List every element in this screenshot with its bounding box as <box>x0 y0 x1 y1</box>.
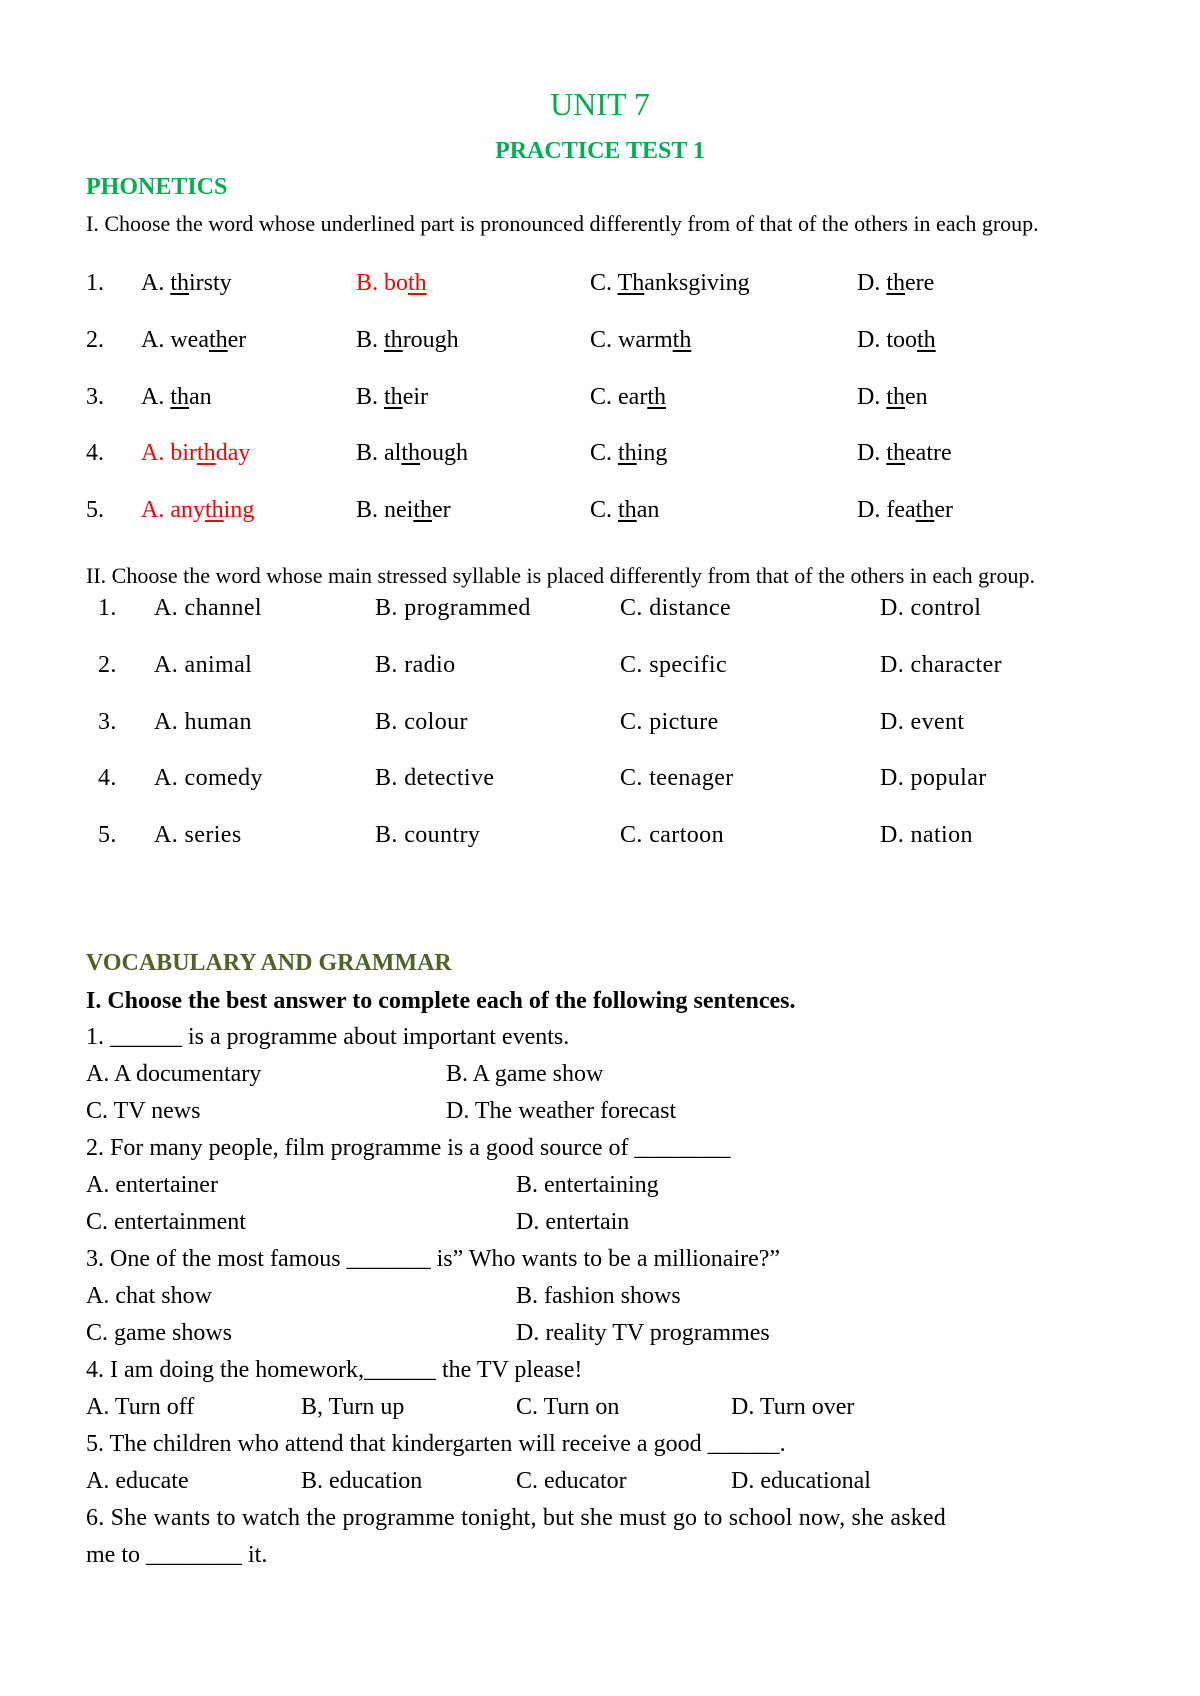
word-part: irsty <box>189 270 232 296</box>
word-part: wea <box>170 327 209 353</box>
answer-option-c: C. picture <box>620 709 719 735</box>
option-letter: D. <box>857 327 887 353</box>
question-number: 4. <box>86 440 104 466</box>
underlined-sound: th <box>384 384 403 410</box>
word-part: ere <box>905 270 935 296</box>
answer-option-d: D. nation <box>880 822 973 848</box>
vocab-q5-option-b: B. education <box>301 1468 423 1494</box>
answer-option-b: B. country <box>375 822 481 848</box>
answer-option-c <box>590 327 691 354</box>
underlined-sound: th <box>672 327 692 353</box>
phonetics-part1-instruction: I. Choose the word whose underlined part is pronounced differently from of that of the others in each group. <box>86 211 1039 236</box>
vocab-q4-option-c: C. Turn on <box>516 1394 620 1420</box>
underlined-sound: th <box>408 270 427 296</box>
phonetics-part2-instruction: II. Choose the word whose main stressed syllable is placed differently from that of the others in each group. <box>86 563 1036 588</box>
underlined-sound: th <box>917 327 936 353</box>
word-part: ough <box>420 440 469 466</box>
option-letter: D. <box>857 270 887 296</box>
underlined-sound: th <box>413 497 433 523</box>
word-part: bo <box>384 270 409 296</box>
option-letter: C. <box>590 384 619 410</box>
word-part: warm <box>618 327 673 353</box>
word-part: al <box>384 440 402 466</box>
answer-option-a: A. channel <box>154 595 262 621</box>
option-letter: C. <box>590 327 619 353</box>
vocab-q4-text: 4. I am doing the homework,______ the TV please! <box>86 1357 583 1383</box>
word-part: day <box>215 440 251 466</box>
option-letter: A. <box>141 327 171 353</box>
option-letter: A. <box>141 497 171 523</box>
phonetics-part2-question <box>0 652 1200 684</box>
answer-option-d <box>857 327 936 354</box>
phonetics-part1-question <box>0 327 1200 359</box>
vocab-q6-line1: 6. She wants to watch the programme tonight, but she must go to school now, she asked <box>86 1505 946 1531</box>
vocab-q2-option-c: C. entertainment <box>86 1209 246 1235</box>
vocab-q5-option-d: D. educational <box>731 1468 871 1494</box>
question-number: 5. <box>98 822 117 848</box>
word-part: er <box>934 497 953 523</box>
underlined-sound: Th <box>617 270 645 296</box>
answer-option-b <box>356 497 451 524</box>
answer-option-c <box>590 440 667 467</box>
option-letter: A. <box>141 440 171 466</box>
answer-option-d <box>857 384 928 411</box>
answer-option-b: B. programmed <box>375 595 531 621</box>
test-title: PRACTICE TEST 1 <box>495 138 705 164</box>
underlined-sound: th <box>886 384 906 410</box>
phonetics-part1-question <box>0 270 1200 302</box>
word-part: rough <box>402 327 459 353</box>
answer-option-b: B. detective <box>375 765 495 791</box>
option-letter: D. <box>857 384 887 410</box>
word-part: an <box>189 384 212 410</box>
answer-option-a: A. human <box>154 709 252 735</box>
underlined-sound: th <box>197 440 216 466</box>
word-part: an <box>636 497 660 523</box>
phonetics-heading: PHONETICS <box>86 174 228 200</box>
answer-option-b <box>356 327 459 354</box>
question-number: 1. <box>86 270 104 296</box>
phonetics-part2-question <box>0 765 1200 797</box>
option-letter: B. <box>356 384 385 410</box>
vocab-q3-option-a: A. chat show <box>86 1283 212 1309</box>
underlined-sound: th <box>384 327 403 353</box>
option-letter: C. <box>590 270 618 296</box>
word-part: fea <box>886 497 916 523</box>
phonetics-part1-question <box>0 384 1200 416</box>
word-part: bir <box>170 440 198 466</box>
option-letter: B. <box>356 270 385 296</box>
answer-option-d <box>857 440 952 467</box>
vocab-q1-option-d: D. The weather forecast <box>446 1098 677 1124</box>
underlined-sound: th <box>170 270 190 296</box>
answer-option-d: D. character <box>880 652 1003 678</box>
answer-option-a <box>141 440 250 467</box>
answer-option-c: C. teenager <box>620 765 734 791</box>
answer-option-b <box>356 384 428 411</box>
answer-option-c: C. specific <box>620 652 728 678</box>
vocab-q5-option-c: C. educator <box>516 1468 627 1494</box>
vocab-q2-option-b: B. entertaining <box>516 1172 659 1198</box>
underlined-sound: th <box>886 270 906 296</box>
phonetics-part2-question <box>0 709 1200 741</box>
vocab-q4-option-d: D. Turn over <box>731 1394 855 1420</box>
word-part: er <box>227 327 247 353</box>
answer-option-b <box>356 270 427 297</box>
answer-option-a <box>141 384 212 411</box>
word-part: ing <box>223 497 255 523</box>
vocab-q5-text: 5. The children who attend that kindergarten will receive a good ______. <box>86 1431 786 1457</box>
vocab-q1-text: 1. ______ is a programme about important events. <box>86 1024 570 1050</box>
answer-option-d <box>857 270 934 297</box>
answer-option-d: D. control <box>880 595 982 621</box>
word-part: ear <box>618 384 648 410</box>
answer-option-b <box>356 440 468 467</box>
answer-option-a <box>141 270 232 297</box>
word-part: ing <box>636 440 668 466</box>
vocab-q6-line2: me to ________ it. <box>86 1542 268 1568</box>
question-number: 3. <box>86 384 104 410</box>
option-letter: D. <box>857 440 887 466</box>
vocab-heading: VOCABULARY AND GRAMMAR <box>86 950 452 976</box>
answer-option-d <box>857 497 953 524</box>
vocab-q2-text: 2. For many people, film programme is a good source of ________ <box>86 1135 731 1161</box>
phonetics-part1-question <box>0 497 1200 529</box>
word-part: eatre <box>905 440 952 466</box>
word-part: er <box>432 497 451 523</box>
answer-option-c <box>590 384 666 411</box>
underlined-sound: th <box>208 327 228 353</box>
phonetics-part1-question <box>0 440 1200 472</box>
answer-option-c: C. distance <box>620 595 732 621</box>
option-letter: B. <box>356 440 385 466</box>
answer-option-a: A. comedy <box>154 765 263 791</box>
question-number: 2. <box>86 327 104 353</box>
option-letter: D. <box>857 497 887 523</box>
vocab-q3-option-d: D. reality TV programmes <box>516 1320 770 1346</box>
option-letter: C. <box>590 440 619 466</box>
question-number: 1. <box>98 595 117 621</box>
answer-option-a: A. series <box>154 822 242 848</box>
answer-option-a <box>141 327 246 354</box>
answer-option-a <box>141 497 254 524</box>
unit-title: UNIT 7 <box>550 86 650 122</box>
option-letter: B. <box>356 327 385 353</box>
vocab-q3-option-c: C. game shows <box>86 1320 232 1346</box>
vocab-instruction: I. Choose the best answer to complete each of the following sentences. <box>86 988 796 1014</box>
phonetics-part2-question <box>0 822 1200 854</box>
word-part: en <box>905 384 928 410</box>
answer-option-b: B. colour <box>375 709 468 735</box>
word-part: too <box>886 327 918 353</box>
vocab-q5-option-a: A. educate <box>86 1468 189 1494</box>
vocab-q4-option-b: B, Turn up <box>301 1394 405 1420</box>
vocab-q1-option-b: B. A game show <box>446 1061 604 1087</box>
question-number: 5. <box>86 497 104 523</box>
word-part: eir <box>402 384 428 410</box>
phonetics-part2-question <box>0 595 1200 627</box>
option-letter: A. <box>141 270 171 296</box>
answer-option-a: A. animal <box>154 652 253 678</box>
vocab-q1-option-c: C. TV news <box>86 1098 201 1124</box>
underlined-sound: th <box>205 497 224 523</box>
word-part: anksgiving <box>644 270 750 296</box>
option-letter: B. <box>356 497 385 523</box>
answer-option-b: B. radio <box>375 652 456 678</box>
option-letter: C. <box>590 497 619 523</box>
question-number: 2. <box>98 652 117 678</box>
answer-option-d: D. event <box>880 709 965 735</box>
underlined-sound: th <box>886 440 906 466</box>
answer-option-d: D. popular <box>880 765 987 791</box>
underlined-sound: th <box>618 497 637 523</box>
vocab-q1-option-a: A. A documentary <box>86 1061 262 1087</box>
question-number: 3. <box>98 709 117 735</box>
vocab-q3-text: 3. One of the most famous _______ is” Who wants to be a millionaire?” <box>86 1246 781 1272</box>
question-number: 4. <box>98 765 117 791</box>
vocab-q3-option-b: B. fashion shows <box>516 1283 681 1309</box>
word-part: nei <box>384 497 414 523</box>
answer-option-c <box>590 497 659 524</box>
vocab-q2-option-a: A. entertainer <box>86 1172 218 1198</box>
underlined-sound: th <box>647 384 666 410</box>
option-letter: A. <box>141 384 171 410</box>
underlined-sound: th <box>401 440 421 466</box>
vocab-q4-option-a: A. Turn off <box>86 1394 195 1420</box>
answer-option-c: C. cartoon <box>620 822 724 848</box>
underlined-sound: th <box>618 440 637 466</box>
underlined-sound: th <box>170 384 190 410</box>
answer-option-c <box>590 270 750 297</box>
underlined-sound: th <box>915 497 935 523</box>
vocab-q2-option-d: D. entertain <box>516 1209 630 1235</box>
word-part: any <box>170 497 205 523</box>
